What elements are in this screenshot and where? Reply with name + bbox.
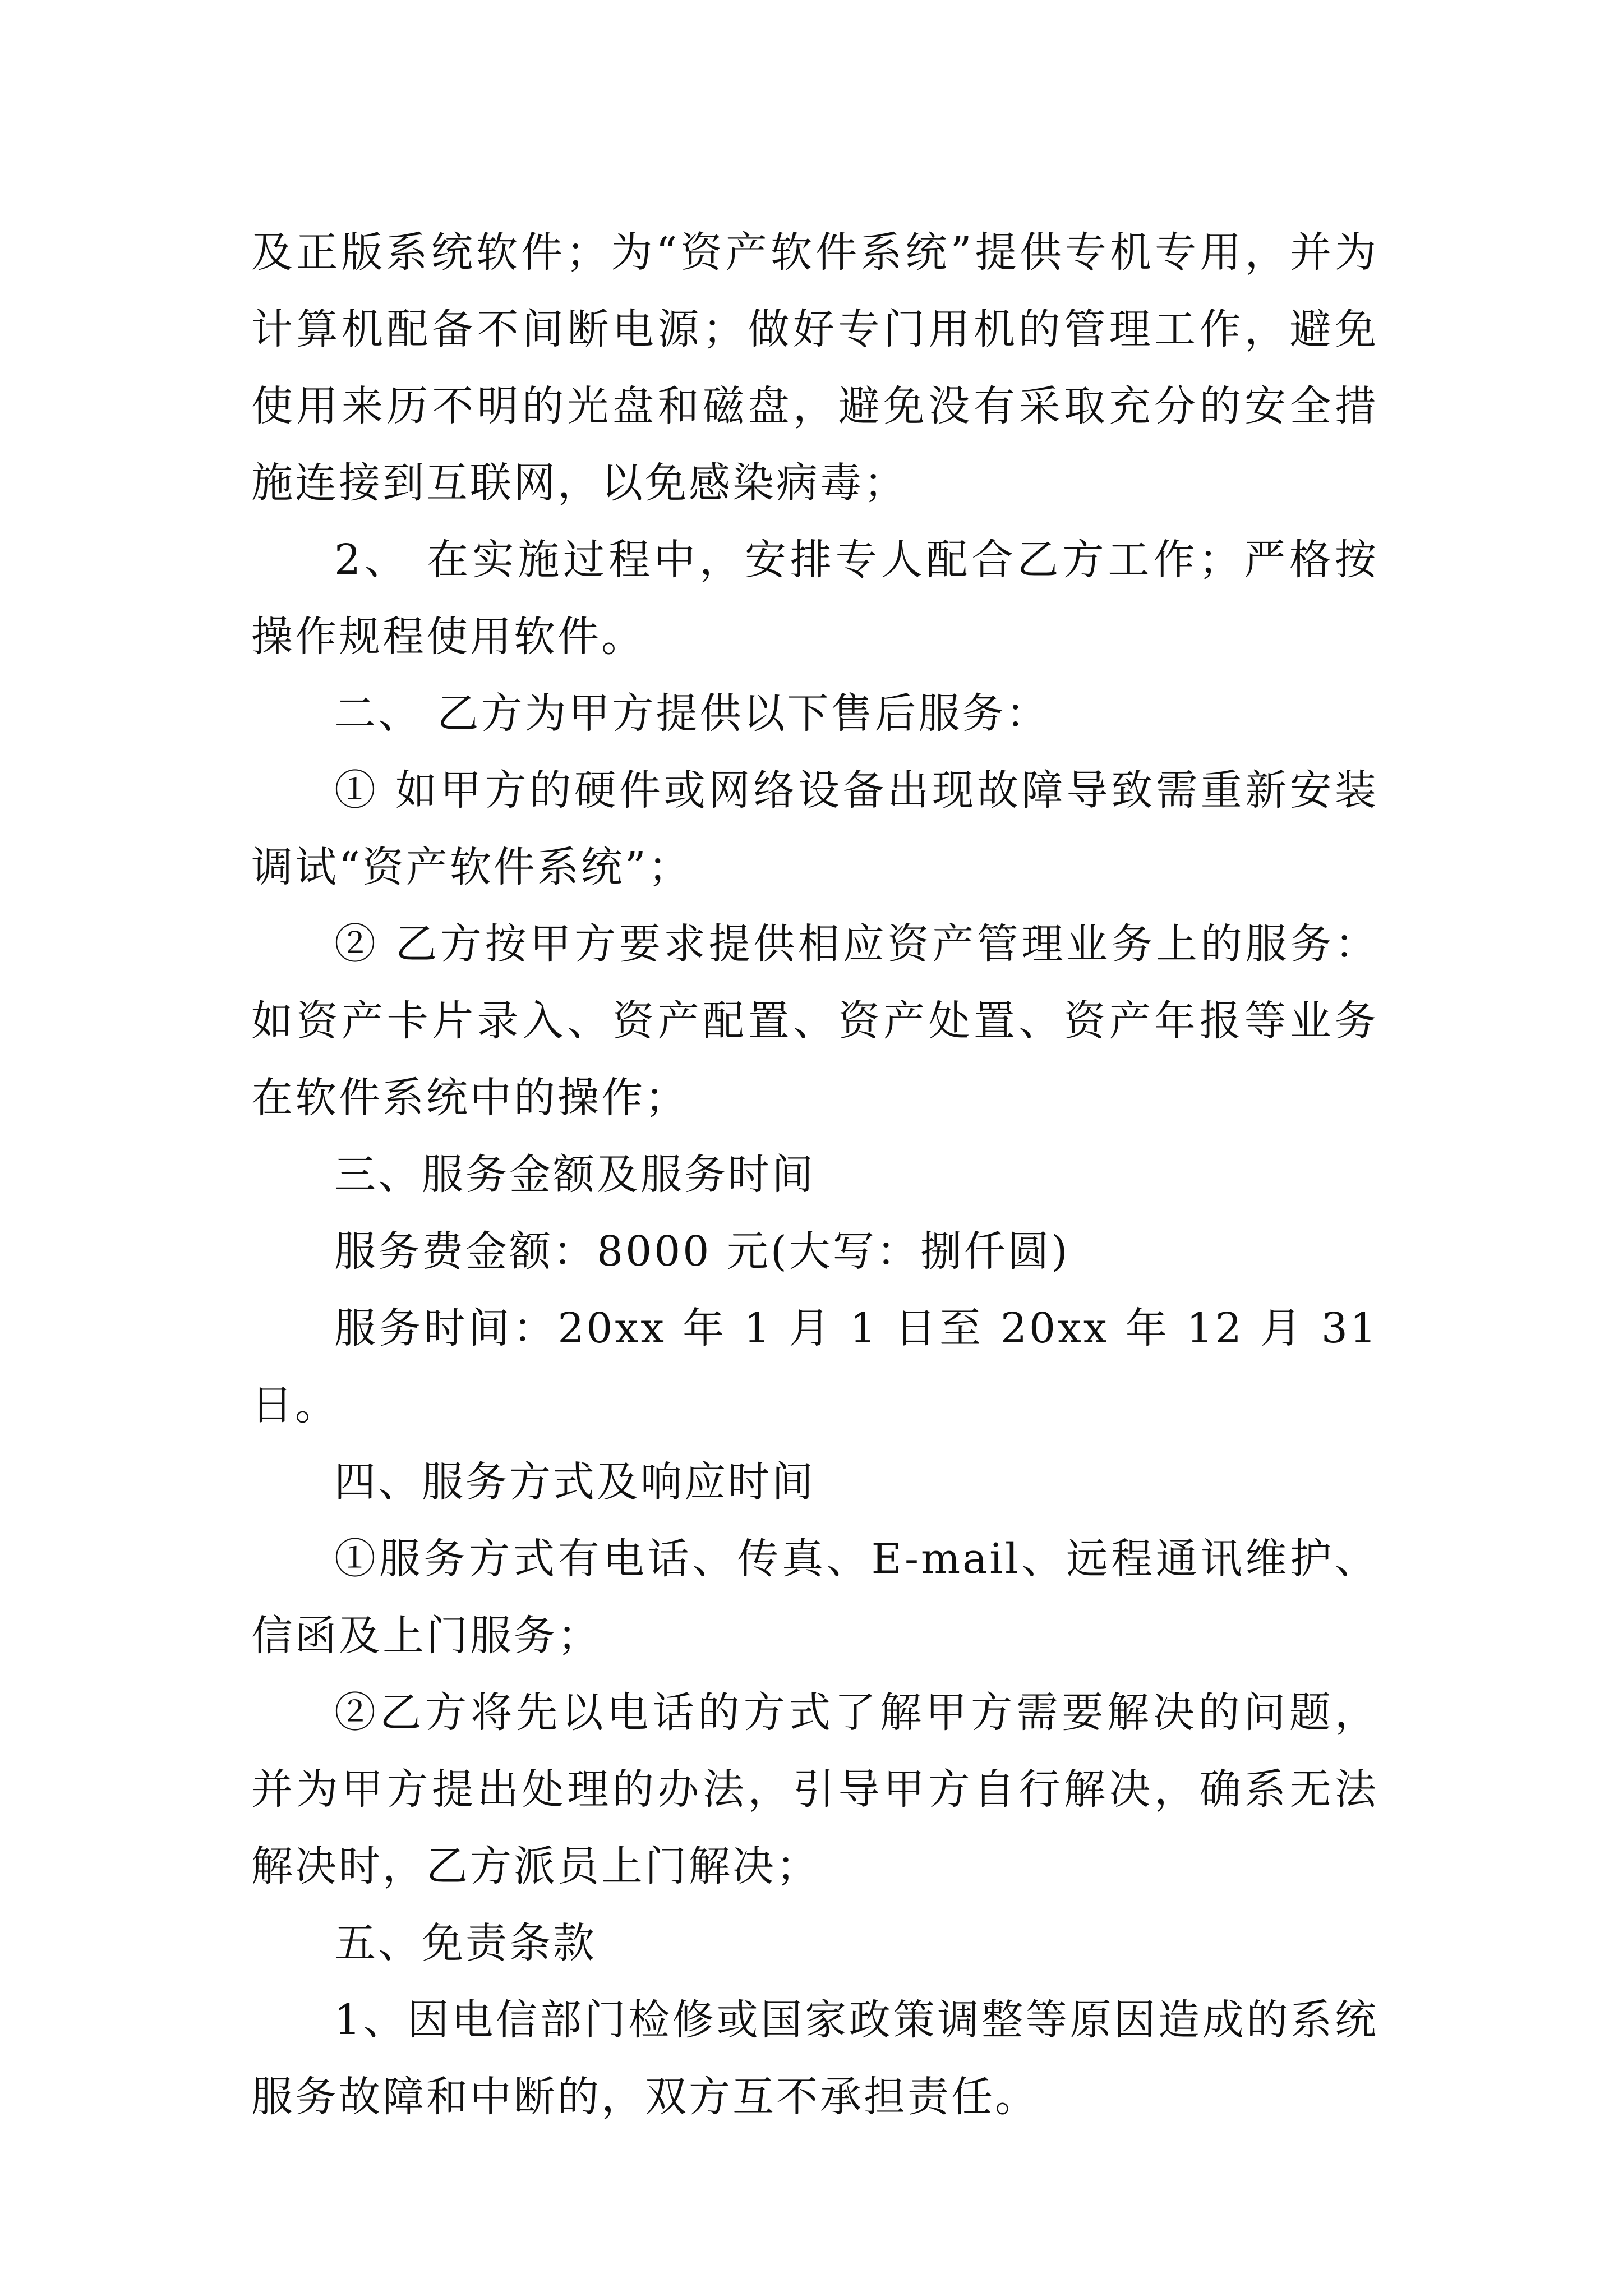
paragraph-item-2: 2、 在实施过程中，安排专人配合乙方工作；严格按操作规程使用软件。	[251, 536, 1378, 661]
paragraph-method-2: ②乙方将先以电话的方式了解甲方需要解决的问题，并为甲方提出处理的办法，引导甲方自行解决，确系无法解决时，乙方派员上门解决；	[251, 1688, 1378, 1890]
paragraph-service-2: ② 乙方按甲方要求提供相应资产管理业务上的服务：如资产卡片录入、资产配置、资产处置、资产年报等业务在软件系统中的操作；	[251, 920, 1378, 1122]
section-heading-5: 五、免责条款	[334, 1919, 597, 1967]
service-fee-line: 服务费金额：8000 元(大写：捌仟圆)	[334, 1227, 1070, 1276]
paragraph-disclaimer-1: 1、因电信部门检修或国家政策调整等原因造成的系统服务故障和中断的，双方互不承担责任。	[251, 1996, 1378, 2121]
section-heading-4: 四、服务方式及响应时间	[334, 1458, 815, 1506]
service-time-line: 服务时间：20xx 年 1 月 1 日至 20xx 年 12 月 31 日。	[251, 1304, 1378, 1429]
paragraph-continuation: 及正版系统软件；为“资产软件系统”提供专机专用，并为计算机配备不间断电源；做好专门用机的管理工作，避免使用来历不明的光盘和磁盘，避免没有采取充分的安全措施连接到互联网，以免感染病毒；	[251, 228, 1378, 507]
paragraph-service-1: ① 如甲方的硬件或网络设备出现故障导致需重新安装调试“资产软件系统”；	[251, 766, 1378, 891]
paragraph-method-1: ①服务方式有电话、传真、E-mail、远程通讯维护、信函及上门服务；	[251, 1535, 1378, 1660]
section-heading-2: 二、 乙方为甲方提供以下售后服务：	[334, 689, 1050, 738]
document-body	[251, 214, 1378, 2136]
section-heading-3: 三、服务金额及服务时间	[334, 1151, 815, 1199]
